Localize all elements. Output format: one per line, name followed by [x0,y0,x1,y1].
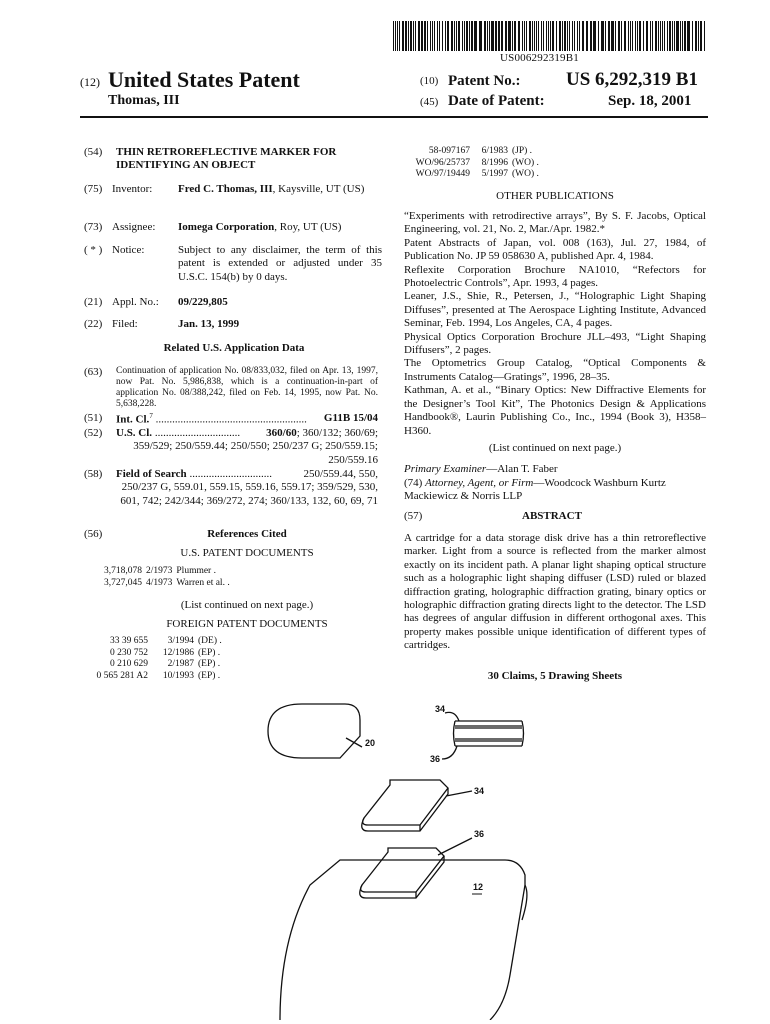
foreign-doc-office: (EP) . [198,659,221,670]
uscl-line [116,427,378,467]
foreign-doc-number: 33 39 655 [110,636,148,646]
barcode-bar [471,21,473,51]
cartridge-body-12 [280,860,527,1020]
list-item: Reflexite Corporation Brochure NA1010, “Refectors for Photoelectric Controls”, Apr. 1993, 4 pages. [404,263,706,290]
barcode-bar [458,21,460,51]
layered-strip [454,721,524,746]
barcode-bar [454,21,455,51]
foreign-doc-number: 0 230 752 [110,647,148,658]
table-row [406,146,543,158]
barcode-bar [664,21,665,51]
figure-ref-34-mid: 34 [474,786,485,796]
search-label: Field of Search [116,468,187,480]
patent-no-label: Patent No.: [448,73,521,89]
barcode-bar [402,21,404,51]
barcode-bar [574,21,575,51]
foreign-doc-date: 10/1993 [162,670,194,681]
foreign-doc-date: 12/1986 [162,647,194,658]
doc-type-code: (12) [80,75,100,89]
foreign-docs-table [86,636,226,682]
barcode-bar [439,21,440,51]
us-list-continued: (List continued on next page.) [180,599,314,611]
barcode-bar [579,21,580,51]
barcode-bar [569,21,570,51]
us-docs-heading: U.S. PATENT DOCUMENTS [180,547,314,559]
barcode-bar [635,21,636,51]
inventor-code: (75) [84,183,103,195]
other-pubs-heading: OTHER PUBLICATIONS [496,190,614,202]
barcode-bar [662,21,663,51]
barcode-bar [484,21,486,51]
barcode-bar [608,21,610,51]
barcode-bar [487,21,488,51]
date-label: Date of Patent: [448,93,545,109]
leader-line-36-mid [438,838,472,855]
search-dots: .............................. [186,468,272,480]
intcl-label: Int. Cl. [116,413,150,426]
refs-heading: References Cited [207,528,287,540]
barcode-bar [687,21,690,51]
foreign-docs-heading: FOREIGN PATENT DOCUMENTS [166,618,328,630]
barcode-bar [393,21,394,51]
assignee-value [178,221,382,234]
barcode-bar [501,21,503,51]
barcode-bar [427,21,428,51]
barcode-bar [552,21,554,51]
leader-line-36-top [442,746,457,759]
marker-plate-34 [362,780,448,831]
barcode-bar [628,21,629,51]
table-row [86,671,226,683]
attorney-name: —Woodcock Washburn Kurtz Mackiewicz & Norris LLP [404,477,666,503]
barcode-bar [464,21,465,51]
foreign-doc-number: 58-097167 [428,146,470,156]
barcode-bar [658,21,659,51]
foreign-doc-date: 6/1983 [481,146,508,156]
search-rest: 250/237 G, 559.01, 559.15, 559.16, 559.17; 359/529, 530, 601, 742; 242/344; 369/272, 274; 360/133, 132, 60, 69, 71 [120,481,378,507]
barcode-bar [532,21,533,51]
doc-type: United States Patent [108,67,300,92]
notice-code: ( * ) [84,244,103,256]
barcode-bar [462,21,463,51]
inventor-label: Inventor: [112,183,153,195]
barcode-bar [546,21,547,51]
barcode-bar [692,21,693,51]
barcode-bar [667,21,668,51]
barcode-bar [632,21,633,51]
us-docs-table [104,566,234,589]
foreign-doc-office: (WO) . [512,169,539,180]
table-row [104,566,234,578]
barcode-bar [536,21,537,51]
barcode-bar [508,21,511,51]
barcode-bar [434,21,435,51]
barcode-bar [538,21,539,51]
foreign-doc-number: 0 210 629 [110,659,148,670]
barcode-bar [466,21,468,51]
barcode-bar [474,21,477,51]
barcode-bar [442,21,443,51]
barcode-bar [550,21,551,51]
barcode-bar [615,21,616,51]
filed-code: (22) [84,318,103,330]
table-row [86,659,226,671]
barcode-bar [445,21,446,51]
barcode-bar [408,21,409,51]
attorney-code: (74) [404,477,423,489]
barcode-bar [405,21,407,51]
figure-ref-36-mid: 36 [474,829,485,839]
barcode-bar [618,21,620,51]
attorney-line [404,477,706,504]
foreign-doc-date: 8/1996 [481,157,508,168]
assignee-name: Iomega Corporation [178,221,275,233]
barcode-bar [410,21,412,51]
date-code: (45) [420,96,439,108]
abstract-heading: ABSTRACT [522,510,582,522]
barcode-bar [567,21,568,51]
figure-ref-36-top: 36 [430,754,441,764]
barcode-bar [704,21,705,51]
uscl-rest: ; 360/132; 360/69; 359/529; 250/559.44; 250/550; 250/237 G; 250/559.15; 250/559.16 [133,427,378,466]
foreign-doc-number: WO/97/19449 [415,169,470,180]
list-item: Patent Abstracts of Japan, vol. 008 (163), Jul. 27, 1984, of Publication No. JP 59 058630 A, published Apr. 4, 1984. [404,236,706,263]
barcode-bar [518,21,520,51]
barcode-bar [456,21,457,51]
barcode-bar [526,21,527,51]
foreign-doc-number: 0 565 281 A2 [96,670,148,681]
inventor-location: , Kaysville, UT (US) [272,183,365,195]
table-row [86,636,226,648]
foreign-doc-date: 5/1997 [481,169,508,180]
table-row [406,158,543,170]
barcode-bar [660,21,661,51]
filed-label: Filed: [112,318,138,330]
us-doc-date: 4/1973 [146,577,173,588]
foreign-doc-office: (JP) . [512,146,533,156]
barcode-bar [643,21,644,51]
refs-code: (56) [84,528,103,540]
barcode-bar [601,21,604,51]
leader-line-20 [346,738,362,747]
barcode-bar [413,21,414,51]
pubs-list-continued: (List continued on next page.) [488,442,622,454]
table-row [406,169,543,181]
barcode-bar [582,21,584,51]
examiner-label: Primary Examiner [404,463,487,475]
figure-ref-12: 12 [473,882,484,892]
us-doc-name: Plummer . [176,566,216,576]
barcode-bar [605,21,606,51]
uscl-code: (52) [84,427,103,439]
patent-figure [240,690,540,1020]
barcode-bar [430,21,431,51]
attorney-label: Attorney, Agent, or Firm [425,477,534,489]
barcode-bar [514,21,516,51]
barcode-bar [680,21,681,51]
barcode-bar [564,21,566,51]
figure-ref-20: 20 [365,738,376,748]
barcode-bar [586,21,588,51]
notice-text: Subject to any disclaimer, the term of this patent is extended or adjusted under 35 U.S.C. 154(b) by 0 days. [178,244,382,283]
search-code: (58) [84,468,103,480]
search-line [116,468,378,508]
assignee-code: (73) [84,221,103,233]
uscl-primary: 360/60 [266,427,297,439]
right-column [404,146,706,691]
us-doc-number: 3,727,045 [104,577,142,588]
uscl-dots: ............................... [152,427,241,439]
list-item: The Optometrics Group Catalog, “Optical Components & Instruments Catalog—Gratings”, 1996, 28–35. [404,357,706,383]
patent-no-code: (10) [420,75,439,87]
barcode-bar [415,21,416,51]
us-doc-name: Warren et al. . [176,577,230,588]
claims-summary: 30 Claims, 5 Drawing Sheets [487,670,623,682]
title-code: (54) [84,146,103,158]
leader-line-34-mid [446,791,472,796]
barcode-bar [684,21,686,51]
patent-title: THIN RETROREFLECTIVE MARKER FOR IDENTIFYING AN OBJECT [116,146,337,172]
barcode-bar [418,21,420,51]
list-item: “Experiments with retrodirective arrays”, By S. F. Jacobs, Optical Engineering, vol. 21, No. 2, Mar./Apr. 1982.* [404,210,706,236]
barcode-bar [437,21,438,51]
related-heading: Related U.S. Application Data [163,342,305,354]
filed-date: Jan. 13, 1999 [178,318,240,330]
foreign-doc-office: (WO) . [512,157,539,168]
barcode-bar [572,21,573,51]
barcode-bar [639,21,641,51]
barcode-bar [512,21,513,51]
barcode-bar [652,21,653,51]
barcode-bar [421,21,423,51]
table-row [104,578,234,590]
barcode-bar [489,21,490,51]
barcode-bar [541,21,542,51]
foreign-doc-office: (EP) . [198,647,221,658]
appl-code: (21) [84,296,103,308]
barcode-bar [432,21,433,51]
intcl-dots: ....................................................... [152,413,307,426]
barcode-bar [399,21,400,51]
barcode-bar [650,21,651,51]
intcl-value: G11B 15/04 [323,412,378,424]
barcode-bar [669,21,671,51]
assignee-location: , Roy, UT (US) [274,221,342,233]
related-code: (63) [84,366,103,378]
figure-ref-34-top: 34 [435,704,446,714]
barcode-bar [469,21,470,51]
marker-plate-36 [360,848,444,898]
barcode-bar [543,21,544,51]
barcode-bar [498,21,500,51]
barcode-bar [451,21,453,51]
foreign-doc-number: WO/96/25737 [415,157,470,168]
barcode-bar [529,21,531,51]
barcode-graphic [393,21,705,51]
leader-line-34-top [445,712,459,721]
search-first: 250/559.44, 550, [303,468,378,480]
barcode-bar [698,21,699,51]
barcode-bar [672,21,673,51]
barcode-bar [598,21,599,51]
barcode-bar [646,21,648,51]
barcode-bar [397,21,398,51]
examiner-line [404,463,706,476]
foreign-doc-date: 2/1987 [167,659,194,670]
list-item: Leaner, J.S., Shie, R., Petersen, J., “Holographic Light Shaping Diffuses”, presented at The Aerospace Lighting Institute, Advanced Seminar, Feb. 1994, Los Angeles, CA, 4 pages. [404,290,706,330]
foreign-doc-date: 3/1994 [167,636,194,646]
barcode-bar [447,21,449,51]
abstract-code: (57) [404,510,423,522]
barcode-bar [505,21,507,51]
barcode-bar [395,21,396,51]
date-of-patent: Sep. 18, 2001 [608,93,692,109]
related-text: Continuation of application No. 08/833,032, filed on Apr. 13, 1997, now Pat. No. 5,986,838, which is a continuation-in-part of application No. 08/388,242, filed on Feb. 14, 1995, now Pat. No. 5,638,228. [116,366,378,409]
barcode-bar [621,21,622,51]
barcode-bar [674,21,675,51]
barcode-bar [593,21,596,51]
barcode-bar [479,21,482,51]
barcode-bar [562,21,563,51]
barcode-bar [491,21,494,51]
barcode-bar [682,21,683,51]
barcode-bar [700,21,702,51]
table-row [86,648,226,660]
cartridge-outline [268,704,360,758]
examiner-name: —Alan T. Faber [486,463,558,475]
barcode-bar [534,21,535,51]
notice-label: Notice: [112,244,145,256]
patent-no: US 6,292,319 B1 [566,69,698,90]
barcode-bar [559,21,561,51]
inventor-value [178,183,378,196]
list-item: Physical Optics Corporation Brochure JLL–493, “Light Shaping Diffusers”, 2 pages. [404,330,706,357]
list-item: Kathman, A. et al., “Binary Optics: New Diffractive Elements for the Designer’s Tool Kit”, The Photonics Design & Applications Handbook®, Laurin Publishing Co., Inc., 1994 (Book 3), H358–H360. [404,384,706,437]
barcode [393,21,705,51]
barcode-bar [424,21,426,51]
left-column [84,146,384,686]
assignee-label: Assignee: [112,221,156,233]
appl-number: 09/229,805 [178,296,228,308]
abstract-header [404,510,706,523]
barcode-bar [676,21,679,51]
inventor-short: Thomas, III [108,93,180,108]
us-doc-date: 2/1973 [146,566,173,576]
appl-label: Appl. No.: [112,296,159,308]
barcode-bar [630,21,631,51]
barcode-bar [548,21,549,51]
other-pubs-list [404,210,706,438]
intcl-code: (51) [84,412,103,424]
us-doc-number: 3,718,078 [104,566,142,576]
inventor-name: Fred C. Thomas, III [178,183,273,195]
foreign-doc-office: (EP) . [198,670,221,681]
foreign-docs-cont-table [406,146,543,181]
barcode-bar [655,21,657,51]
barcode-bar [590,21,592,51]
abstract-text: A cartridge for a data storage disk drive has a thin retroreflective marker. Light from a source is reflected from the marker almost exactly on its incident path. A planar light shaping optical structure such as a holographic light shaping diffuser (LSD) ruled or blazed diffraction grating, holographic diffraction grating, binary optics or holographic diffraction grating directs light to the detector. The LSD has degrees of angular diffusion in different orthogonal axes. This property makes possible unique identification of different types of cartridges. [404,532,706,652]
barcode-bar [556,21,557,51]
foreign-doc-office: (DE) . [198,636,222,646]
uscl-label: U.S. Cl. [116,427,153,439]
barcode-number: US006292319B1 [500,52,579,64]
intcl-superscript: 7 [149,412,153,420]
barcode-bar [611,21,614,51]
barcode-bar [495,21,497,51]
header-rule [80,116,708,118]
barcode-bar [637,21,638,51]
barcode-bar [524,21,525,51]
barcode-bar [624,21,626,51]
barcode-bar [577,21,578,51]
barcode-bar [522,21,523,51]
barcode-bar [695,21,697,51]
